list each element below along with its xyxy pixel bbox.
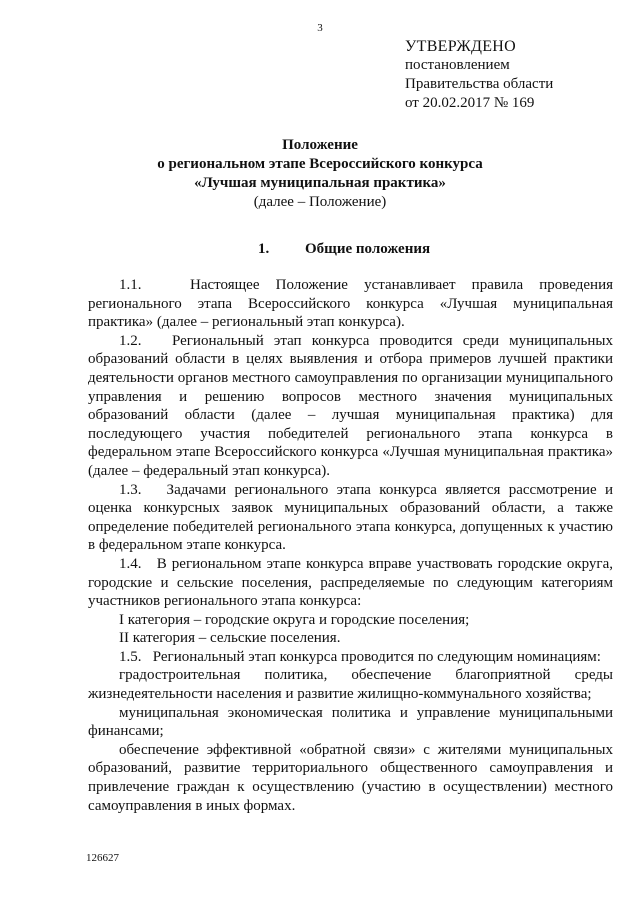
paragraph-1-1: 1.1. Настоящее Положение устанавливает правила проведения регионального этапа Всероссийского конкурса «Лучшая муниципальная практика» (далее – региональный этап конкурса). bbox=[88, 277, 613, 331]
nomination-2: муниципальная экономическая политика и управление муниципальными финансами; bbox=[88, 704, 613, 740]
paragraph-1-2: 1.2. Региональный этап конкурса проводится среди муниципальных образований области в целях выявления и отбора примеров лучшей практики деятельности органов местного самоуправления по организации муниципального управления и решению вопросов местного значения муниципальных образований области (далее – лучшая муниципальная практика) для последующего участия победителей регионального этапа конкурса в федеральном этапе Всероссийского конкурса «Лучшая муниципальная практика» (далее – федеральный этап конкурса). bbox=[88, 332, 613, 479]
title-line-3: «Лучшая муниципальная практика» bbox=[194, 175, 446, 191]
approval-line-decree: постановлением bbox=[405, 57, 510, 73]
document-code: 126627 bbox=[86, 852, 119, 864]
section-number: 1. bbox=[258, 241, 270, 257]
title-line-4: (далее – Положение) bbox=[253, 194, 387, 210]
approval-line-date: от 20.02.2017 № 169 bbox=[405, 95, 535, 111]
approval-heading: УТВЕРЖДЕНО bbox=[405, 38, 517, 55]
paragraph-1-4: 1.4. В региональном этапе конкурса вправе участвовать городские округа, городские и сельские поселения, распределяемые по следующим категориям участников регионального этапа конкурса: bbox=[88, 555, 613, 610]
document-title bbox=[0, 136, 640, 212]
page-number: 3 bbox=[317, 22, 323, 34]
approval-line-government: Правительства области bbox=[405, 76, 554, 92]
paragraph-1-3: 1.3. Задачами регионального этапа конкурса является рассмотрение и оценка конкурсных заявок муниципальных образований области, а также определение победителей регионального этапа конкурса, допущенных к участию в федеральном этапе конкурса. bbox=[88, 481, 613, 554]
section-title: Общие положения bbox=[305, 241, 431, 257]
paragraph-1-5: 1.5. Региональный этап конкурса проводится по следующим номинациям: bbox=[119, 648, 601, 665]
category-2: II категория – сельские поселения. bbox=[119, 630, 341, 647]
approval-stamp bbox=[405, 37, 553, 113]
category-1: I категория – городские округа и городские поселения; bbox=[119, 611, 470, 628]
nomination-1: градостроительная политика, обеспечение благоприятной среды жизнедеятельности населения и развитие жилищно-коммунального хозяйства; bbox=[88, 667, 613, 703]
title-line-1: Положение bbox=[282, 137, 358, 153]
document-body bbox=[88, 276, 613, 815]
title-line-2: о региональном этапе Всероссийского конкурса bbox=[157, 156, 483, 172]
nomination-3: обеспечение эффективной «обратной связи» с жителями муниципальных образований, развитие территориального общественного самоуправления и привлечение граждан к осуществлению (участию в осуществлении) местного самоуправления в иных формах. bbox=[88, 741, 613, 814]
